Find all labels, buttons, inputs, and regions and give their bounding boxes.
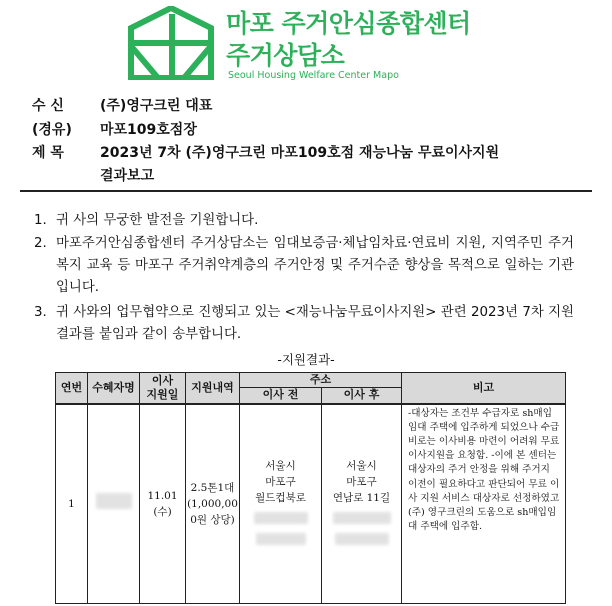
row-note: -대상자는 조건부 수급자로 sh매입임대 주택에 입주하게 되었으나 수급비로는 이사비용 마련이 어려워 무료이사지원을 요청함. -이에 본 센터는 대상자의 주거 안정을 위해 주거지 이전이 필요하다고 판단되어 무료 이사 지원 서비스 대상자로 선정하였고 (주) 영구크린의 도움으로 sh매입임대 주택에 입주함. bbox=[402, 404, 566, 604]
row-address-before bbox=[240, 404, 322, 604]
item-text: 귀 사의 무궁한 발전을 기원합니다. bbox=[56, 213, 259, 228]
date-line: 11.01 bbox=[147, 489, 178, 502]
header-address-before: 이사 전 bbox=[240, 388, 322, 404]
redacted-block bbox=[335, 533, 389, 545]
recipient-label: 수 신 bbox=[32, 98, 64, 114]
body-item-2 bbox=[34, 233, 574, 299]
results-table bbox=[55, 372, 566, 604]
header-address-after: 이사 후 bbox=[322, 388, 402, 404]
subject-value-continued: 결과보고 bbox=[100, 168, 155, 184]
date-line: (수) bbox=[153, 505, 172, 518]
recipient-value: (주)영구크린 대표 bbox=[100, 98, 213, 114]
memo-subject bbox=[32, 142, 499, 162]
address-line: 월드컵북로 bbox=[255, 491, 306, 504]
row-no: 1 bbox=[56, 404, 88, 604]
row-recipient-redacted bbox=[88, 404, 140, 604]
item-number: 1. bbox=[34, 213, 47, 228]
item-number: 3. bbox=[34, 305, 47, 320]
org-name: 마포 주거안심종합센터 bbox=[226, 9, 471, 38]
center-logo-icon bbox=[128, 6, 214, 80]
memo-recipient bbox=[32, 95, 212, 115]
address-line: 서울시 bbox=[346, 459, 377, 472]
address-line: 마포구 bbox=[346, 475, 377, 488]
item-number: 2. bbox=[34, 236, 47, 251]
body-item-1 bbox=[34, 210, 574, 232]
body-item-3 bbox=[34, 302, 574, 346]
detail-line: 0원 상당) bbox=[190, 513, 235, 526]
header-date bbox=[140, 373, 186, 404]
header-no: 연번 bbox=[56, 373, 88, 404]
via-value: 마포109호점장 bbox=[100, 122, 197, 138]
address-line: 서울시 bbox=[265, 459, 296, 472]
redacted-block bbox=[256, 533, 306, 545]
result-title: -지원결과- bbox=[277, 352, 335, 367]
row-date bbox=[140, 404, 186, 604]
subject-label: 제 목 bbox=[32, 145, 64, 161]
table-row bbox=[56, 404, 566, 604]
redacted-block bbox=[96, 493, 132, 509]
row-address-after bbox=[322, 404, 402, 604]
memo-via bbox=[32, 119, 197, 139]
item-text: 귀 사와의 업무협약으로 진행되고 있는 <재능나눔무료이사지원> 관련 2023년 7차 지원 결과를 붙임과 같이 송부합니다. bbox=[56, 305, 574, 342]
redacted-block bbox=[333, 512, 391, 524]
detail-line: 2.5톤1대 bbox=[190, 481, 235, 494]
org-subtitle: 주거상담소 bbox=[226, 41, 345, 70]
redacted-block bbox=[254, 512, 308, 524]
address-line: 연남로 11길 bbox=[332, 491, 391, 504]
header-date-line1: 이사 bbox=[151, 373, 174, 387]
header-note: 비고 bbox=[402, 373, 566, 404]
header-divider bbox=[20, 190, 592, 192]
header-address: 주소 bbox=[240, 373, 402, 388]
row-detail bbox=[186, 404, 240, 604]
address-line: 마포구 bbox=[265, 475, 296, 488]
subject-value: 2023년 7차 (주)영구크린 마포109호점 재능나눔 무료이사지원 bbox=[100, 145, 500, 161]
item-text: 마포주거안심종합센터 주거상담소는 임대보증금·체납임차료·연료비 지원, 지역주민 주거복지 교육 등 마포구 주거취약계층의 주거안정 및 주거수준 향상을 목적으로 일하는 기관입니다. bbox=[56, 236, 574, 295]
header-date-line2: 지원일 bbox=[146, 387, 179, 401]
detail-line: (1,000,00 bbox=[187, 497, 238, 510]
header-detail: 지원내역 bbox=[186, 373, 240, 404]
via-label: (경유) bbox=[32, 122, 72, 138]
org-english-name: Seoul Housing Welfare Center Mapo bbox=[228, 70, 399, 81]
header-recipient: 수혜자명 bbox=[88, 373, 140, 404]
